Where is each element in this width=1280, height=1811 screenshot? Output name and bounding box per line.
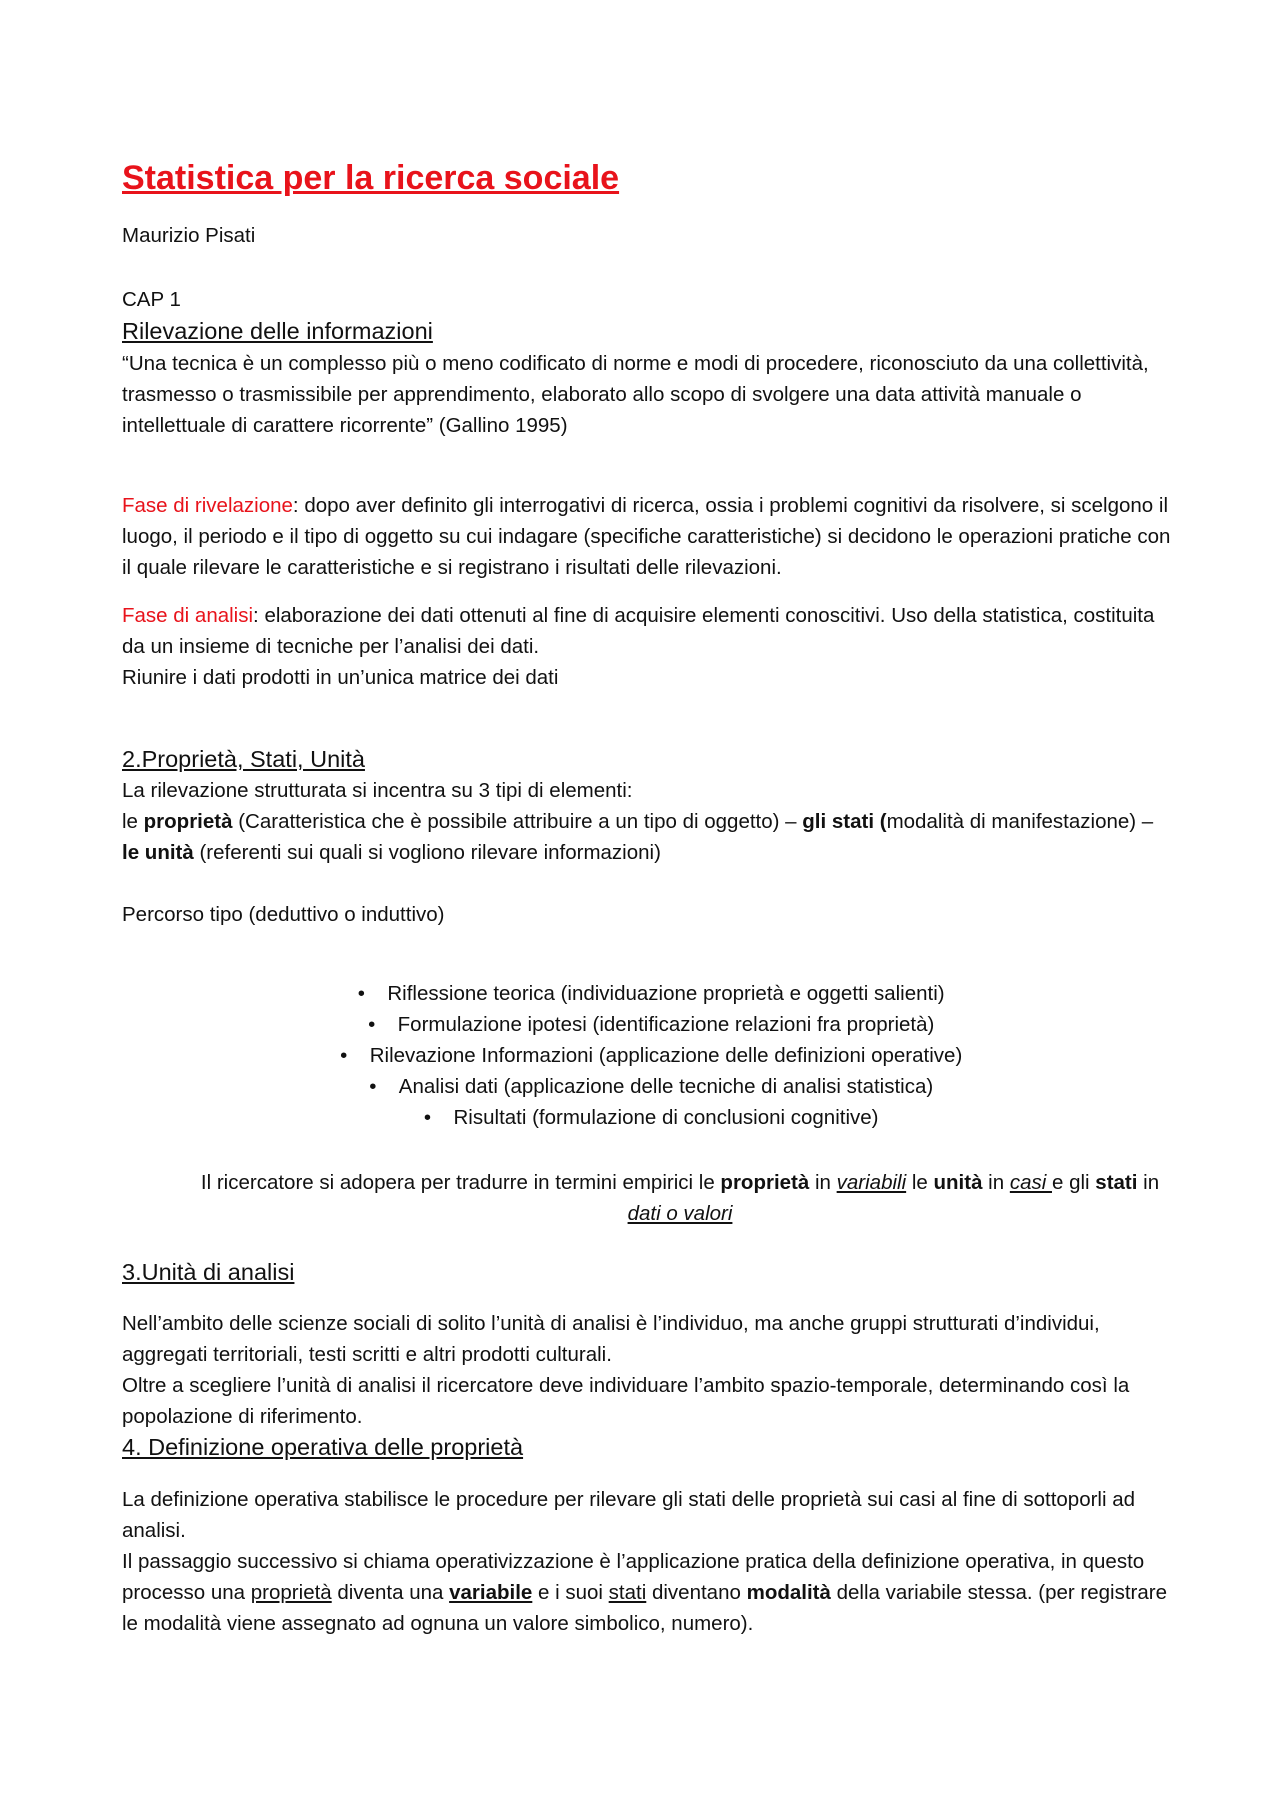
- stati-term: gli stati (: [802, 810, 887, 833]
- section-heading-rilevazione: Rilevazione delle informazioni: [122, 318, 433, 344]
- bullet-icon: •: [369, 1075, 377, 1098]
- ric-stati: stati: [1095, 1171, 1138, 1194]
- unita-analisi-p1: Nell’ambito delle scienze sociali di solito l’unità di analisi è l’individuo, ma anche gruppi strutturati d’individui, aggregati territoriali, testi scritti e altri prodotti culturali.: [122, 1312, 1100, 1366]
- unita-term: le unità: [122, 841, 194, 864]
- ric-in-3: in: [1137, 1171, 1160, 1194]
- ric-unita: unità: [933, 1171, 983, 1194]
- percorso-tipo: Percorso tipo (deduttivo o induttivo): [122, 903, 445, 926]
- bullet-icon: •: [423, 1106, 432, 1129]
- stati-text: modalità di manifestazione) –: [886, 810, 1154, 833]
- list-item: [122, 978, 1172, 1009]
- paragraph-unita-analisi: [122, 1308, 1172, 1432]
- ric-in-1: in: [809, 1171, 837, 1194]
- fase-analisi-text: : elaborazione dei dati ottenuti al fine di acquisire elementi conoscitivi. Uso della statistica, costituita da un insieme di tecniche per l’analisi dei dati.: [122, 604, 1155, 658]
- ric-in-2: in: [982, 1171, 1010, 1194]
- le-word: le: [122, 810, 144, 833]
- riunire-line: Riunire i dati prodotti in un’unica matrice dei dati: [122, 666, 559, 689]
- proprieta-text: (Caratteristica che è possibile attribuire a un tipo di oggetto) –: [232, 810, 803, 833]
- list-item: [122, 1102, 1172, 1133]
- bullet-icon: •: [340, 1044, 348, 1067]
- paragraph-elementi: [122, 775, 1172, 868]
- def-stati: stati: [608, 1581, 647, 1604]
- list-item-text: Risultati (formulazione di conclusioni cognitive): [453, 1106, 879, 1129]
- elementi-intro: La rilevazione strutturata si incentra su 3 tipi di elementi:: [122, 779, 633, 802]
- unita-text: (referenti sui quali si vogliono rilevare informazioni): [193, 841, 661, 864]
- def-text-c: e i suoi: [532, 1581, 609, 1604]
- section-heading-definizione-operativa: 4. Definizione operativa delle proprietà: [122, 1434, 524, 1460]
- proprieta-term: proprietà: [143, 810, 233, 833]
- list-item: [122, 1009, 1172, 1040]
- list-item: [122, 1040, 1172, 1071]
- def-modalita: modalità: [746, 1581, 831, 1604]
- paragraph-fase-rivelazione: [122, 490, 1172, 583]
- bullet-icon: •: [368, 1013, 376, 1036]
- def-text-a: Il passaggio successivo si chiama operativizzazione è l’applicazione pratica della definizione operativa, in questo processo una: [122, 1550, 1145, 1604]
- list-item-text: Riflessione teorica (individuazione proprietà e oggetti salienti): [387, 982, 945, 1005]
- def-text-e: della variabile stessa. (per registrare le modalità viene assegnato ad ognuna un valore simbolico, numero).: [122, 1581, 1168, 1635]
- unita-analisi-p2: Oltre a scegliere l’unità di analisi il ricercatore deve individuare l’ambito spazio-temporale, determinando così la popolazione di riferimento.: [122, 1374, 1130, 1428]
- percorso-bullet-list: [122, 978, 1172, 1133]
- paragraph-definizione-1: La definizione operativa stabilisce le procedure per rilevare gli stati delle proprietà sui casi al fine di sottoporli ad analisi.: [122, 1488, 1136, 1542]
- list-item-text: Formulazione ipotesi (identificazione relazioni fra proprietà): [397, 1013, 935, 1036]
- fase-analisi-label: Fase di analisi: [122, 604, 254, 627]
- section-heading-proprieta: 2.Proprietà, Stati, Unità: [122, 746, 365, 772]
- ric-casi: casi: [1009, 1171, 1052, 1194]
- ric-text-1: Il ricercatore si adopera per tradurre in termini empirici le: [200, 1171, 721, 1194]
- list-item: [122, 1071, 1172, 1102]
- chapter-label: CAP 1: [122, 288, 181, 311]
- paragraph-fase-analisi: [122, 600, 1172, 693]
- author-name: Maurizio Pisati: [122, 224, 256, 247]
- def-text-d: diventano: [646, 1581, 747, 1604]
- ric-dati: dati o valori: [627, 1202, 733, 1225]
- def-proprieta: proprietà: [250, 1581, 332, 1604]
- paragraph-definizione-2: [122, 1546, 1172, 1639]
- bullet-icon: •: [357, 982, 365, 1005]
- gallino-quote: “Una tecnica è un complesso più o meno codificato di norme e modi di procedere, riconosciuto da una collettività, trasmesso o trasmissibile per apprendimento, elaborato allo scopo di svolgere una data attività manuale o intellettuale di carattere ricorrente” (Gallino 1995): [122, 352, 1149, 437]
- list-item-text: Analisi dati (applicazione delle tecniche di analisi statistica): [398, 1075, 934, 1098]
- def-text-b: diventa una: [331, 1581, 450, 1604]
- ric-e-gli: e gli: [1051, 1171, 1096, 1194]
- section-heading-unita-analisi: 3.Unità di analisi: [122, 1259, 295, 1285]
- ricercatore-statement: [190, 1167, 1170, 1229]
- def-variabile: variabile: [449, 1581, 533, 1604]
- fase-rivelazione-label: Fase di rivelazione: [122, 494, 293, 517]
- list-item-text: Rilevazione Informazioni (applicazione delle definizioni operative): [369, 1044, 963, 1067]
- fase-rivelazione-text: : dopo aver definito gli interrogativi di ricerca, ossia i problemi cognitivi da risolvere, si scelgono il luogo, il periodo e il tipo di oggetto su cui indagare (specifiche caratteristiche) si decidono le operazioni pratiche con il quale rilevare le caratteristiche e si registrano i risultati delle rilevazioni.: [122, 494, 1171, 579]
- document-title: Statistica per la ricerca sociale: [122, 159, 620, 197]
- ric-le: le: [906, 1171, 934, 1194]
- ric-proprieta: proprietà: [720, 1171, 810, 1194]
- ric-variabili: variabili: [836, 1171, 907, 1194]
